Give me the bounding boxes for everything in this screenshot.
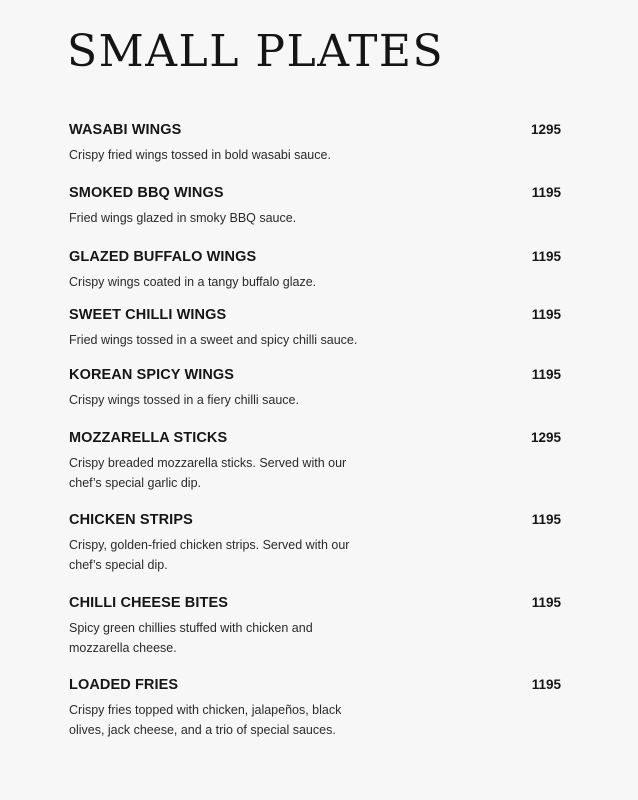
item-description: Crispy wings coated in a tangy buffalo glaze. — [69, 275, 317, 289]
item-price: 1195 — [531, 595, 561, 610]
item-name: SWEET CHILLI WINGS — [69, 307, 227, 323]
item-price: 1295 — [530, 122, 561, 137]
item-description: Spicy green chillies stuffed with chicken and mozzarella cheese. — [69, 621, 313, 655]
item-name: KOREAN SPICY WINGS — [69, 367, 235, 383]
item-price: 1295 — [530, 430, 561, 445]
item-price: 1195 — [531, 249, 561, 264]
item-name: SMOKED BBQ WINGS — [69, 185, 224, 201]
item-description: Fried wings tossed in a sweet and spicy chilli sauce. — [69, 333, 358, 347]
item-name: CHILLI CHEESE BITES — [69, 595, 228, 611]
item-description: Crispy breaded mozzarella sticks. Served with our chef’s special garlic dip. — [69, 456, 347, 490]
item-name: MOZZARELLA STICKS — [69, 430, 228, 446]
item-price: 1195 — [531, 512, 561, 527]
page-title: SMALL PLATES — [67, 26, 445, 77]
item-price: 1195 — [531, 185, 561, 200]
item-name: WASABI WINGS — [69, 122, 182, 138]
item-price: 1195 — [531, 677, 561, 692]
item-name: LOADED FRIES — [69, 677, 179, 693]
item-description: Crispy, golden-fried chicken strips. Served with our chef’s special dip. — [69, 538, 350, 572]
item-description: Crispy fried wings tossed in bold wasabi sauce. — [69, 148, 331, 162]
item-name: CHICKEN STRIPS — [69, 512, 193, 528]
item-name: GLAZED BUFFALO WINGS — [69, 249, 257, 265]
item-description: Fried wings glazed in smoky BBQ sauce. — [69, 211, 297, 225]
item-price: 1195 — [531, 307, 561, 322]
item-description: Crispy fries topped with chicken, jalapeños, black olives, jack cheese, and a trio of special sauces. — [69, 703, 342, 737]
item-price: 1195 — [531, 367, 561, 382]
item-description: Crispy wings tossed in a fiery chilli sauce. — [69, 393, 299, 407]
